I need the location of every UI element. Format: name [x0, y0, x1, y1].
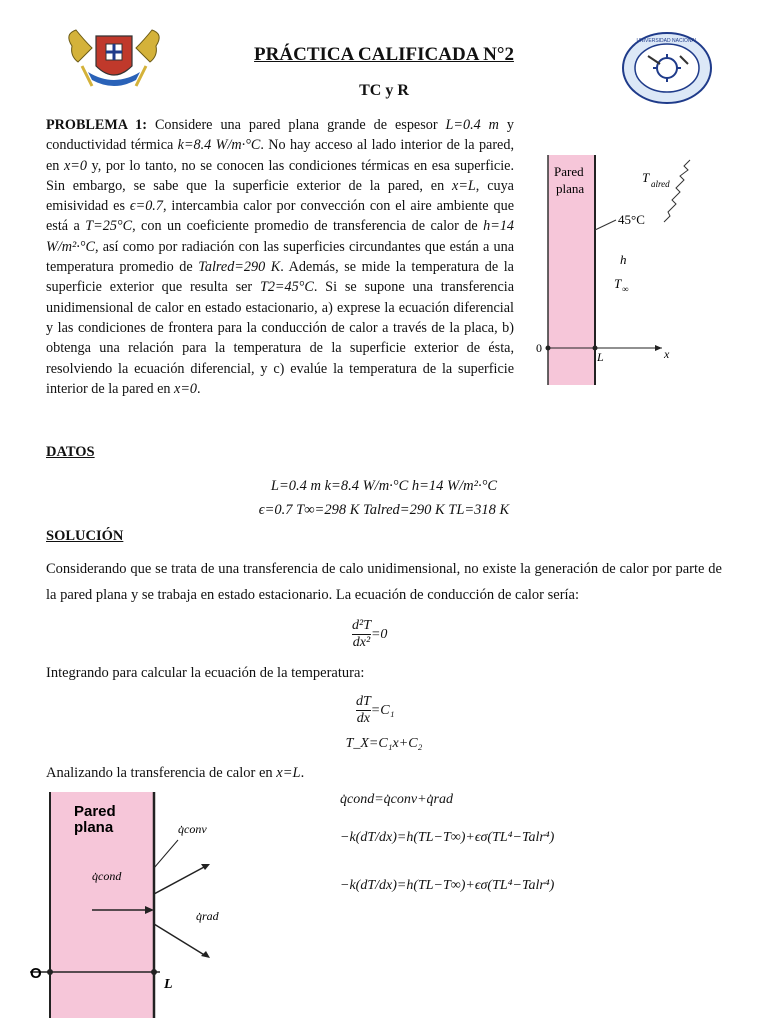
problem-value: T2=45°C — [259, 279, 314, 296]
problem-text: . Además, se mide la temperatura de la superficie exterior que resulta ser — [46, 259, 514, 296]
energy-balance-equation: q̇cond=q̇conv+q̇rad — [340, 792, 453, 807]
wall-label: Pared — [554, 164, 584, 179]
problem-text: Considere una pared plana grande de espesor — [146, 117, 446, 133]
problem-value: x=0 — [63, 157, 87, 174]
wall-label: plana — [556, 181, 585, 196]
problem-value: ϵ=0.7 — [129, 198, 163, 215]
origin-label: 0 — [536, 341, 542, 355]
problem-text: y, por lo tanto, no se conocen las condiciones térmicas en esa superficie. Sin embargo, se sabe que la superficie exterior de la pared, en — [46, 157, 514, 194]
eq-numerator: dT — [356, 694, 371, 709]
L-label: L — [164, 977, 173, 992]
page-title: PRÁCTICA CALIFICADA N°2 — [254, 44, 514, 65]
problem-text: . Si se supone una transferencia unidimensional de calor en estado estacionario, a) exprese la ecuación diferencial y las condiciones de frontera para la conducción de calor a través de la placa, b) obtenga una relación para la temperatura de la superficie exterior de ésta, resolviendo la ecuación diferencial, y c) evalúe la temperatura de la superficie interior de la pared en — [46, 279, 514, 397]
L-label: L — [597, 350, 604, 364]
wall-label: Pared — [74, 803, 116, 820]
balance-expanded-equation-repeat: −k(dT/dx)=h(TL−T∞)+ϵσ(TL⁴−Talr⁴) — [340, 878, 555, 893]
t-inf-sub: ∞ — [622, 284, 629, 294]
conduction-equation — [352, 618, 432, 651]
balance-expanded-equation: −k(dT/dx)=h(TL−T∞)+ϵσ(TL⁴−Talr⁴) — [340, 830, 555, 845]
t-inf-label: T — [614, 276, 622, 291]
p3-text: Analizando la transferencia de calor en — [46, 765, 277, 781]
datos-line-1: L=0.4 m k=8.4 W/m·°C h=14 W/m²·°C — [270, 478, 498, 494]
problem-value: L=0.4 m — [445, 117, 499, 133]
datos-heading: DATOS — [46, 444, 95, 460]
problem-text: y conductividad térmica — [46, 117, 514, 154]
solution-paragraph-2: Integrando para calcular la ecuación de la temperatura: — [46, 665, 365, 681]
svg-text:UNIVERSIDAD NACIONAL: UNIVERSIDAD NACIONAL — [636, 38, 698, 44]
h-label: h — [620, 252, 627, 267]
temperature-equation: T_X=C₁x+C₂ — [345, 736, 423, 751]
problem-text: . No hay acceso al lado interior de la pared, en — [46, 137, 514, 174]
eq-denominator: dx² — [352, 635, 371, 650]
first-integral-equation — [356, 694, 436, 727]
q-cond-label: q̇cond — [92, 869, 122, 883]
problem-value: x=L — [452, 177, 476, 194]
solucion-heading: SOLUCIÓN — [46, 528, 124, 544]
solution-paragraph-1: Considerando que se trata de una transferencia de calo unidimensional, no existe la generación de calor por parte de la pared plana y se trabaja en estado estacionario. La ecuación de conducción de calor sería: — [46, 561, 722, 603]
eq-rhs: =C₁ — [370, 702, 395, 718]
radiation-squiggle — [664, 160, 690, 222]
p3-text: . — [300, 765, 305, 781]
problem-value: T=25°C — [85, 218, 133, 235]
problem-text: . — [197, 380, 201, 397]
problem-value: x=0 — [174, 380, 197, 397]
wall-label: plana — [74, 819, 114, 836]
q-rad-label: q̇rad — [196, 909, 219, 923]
eq-rhs: =0 — [370, 626, 388, 642]
x-axis-label: x — [664, 347, 670, 361]
q-conv-label: q̇conv — [178, 822, 207, 836]
page-subtitle: TC y R — [359, 82, 409, 99]
problem-statement — [46, 115, 514, 399]
problem-text: , cuya emisividad es — [46, 177, 514, 215]
problem-text: , así como por radiación con las superficies circundantes que están a una temperatura promedio de — [46, 238, 514, 276]
p3-value: x=L — [276, 765, 301, 781]
problem-text: , intercambia calor por convección con el aire ambiente que está a — [46, 198, 514, 235]
wall-diagram — [530, 150, 700, 400]
problem-label: PROBLEMA 1: — [46, 117, 147, 133]
eq-numerator: d²T — [352, 618, 371, 633]
solution-paragraph-3 — [46, 760, 722, 786]
problem-value: Talred=290 K — [198, 259, 281, 276]
origin-label: O — [30, 965, 42, 982]
problem-value: k=8.4 W/m·°C — [177, 137, 261, 154]
ambient-temp-label: T — [642, 170, 650, 185]
heat-balance-diagram — [30, 790, 280, 1020]
surface-temp-label: 45°C — [618, 212, 645, 227]
problem-value: h=14 W/m²·°C — [46, 218, 515, 255]
problem-text: , con un coeficiente promedio de transferencia de calor de — [132, 218, 484, 235]
datos-line-2: ϵ=0.7 T∞=298 K Talred=290 K TL=318 K — [258, 502, 510, 518]
eq-denominator: dx — [356, 711, 370, 726]
ambient-temp-sub: alred — [651, 179, 670, 189]
